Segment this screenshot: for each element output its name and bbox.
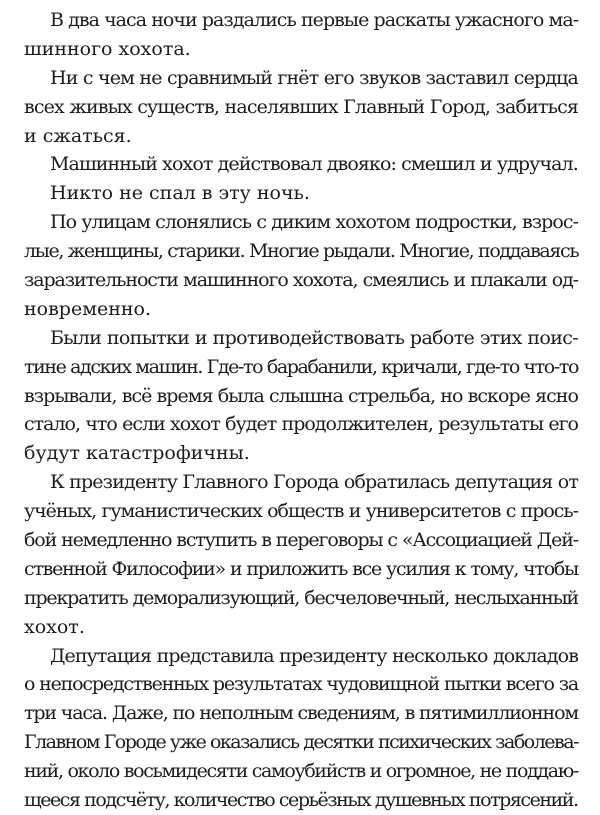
paragraph (24, 642, 578, 815)
text-line: Главном Городе уже оказались десятки психических заболева- (24, 731, 578, 754)
text-line: В два часа ночи раздались первые раскаты ужасного ма- (50, 9, 579, 31)
text-line: три часа. Даже, по неполным сведениям, в пятимиллионном (24, 702, 578, 725)
text-line: бой немедленно вступить в переговоры с «Ассоциацией Дей- (24, 529, 578, 552)
text-line: По улицам слонялись с диким хохотом подростки, взрос- (50, 211, 578, 234)
paragraph (24, 179, 578, 208)
text-line: щееся подсчёту, количество серьёзных душевных потрясений. (24, 789, 578, 812)
text-line: Машинный хохот действовал двояко: смешил и удручал. (50, 153, 578, 176)
text-line: ний, около восьмидесяти самоубийств и огромное, не поддаю- (24, 760, 578, 783)
text-line: ственной Философии» и приложить все усилия к тому, чтобы (24, 557, 578, 580)
paragraph (24, 468, 578, 641)
text-line: Никто не спал в эту ночь. (50, 182, 310, 205)
paragraph (24, 150, 578, 179)
text-line: стало, что если хохот будет продолжителен, результаты его (24, 413, 578, 436)
document-page (24, 6, 578, 815)
text-line: будут катастрофичны. (24, 442, 250, 465)
text-line: новременно. (24, 297, 152, 320)
text-line: К президенту Главного Города обратилась депутация от (50, 471, 578, 494)
text-line: шинного хохота. (24, 37, 191, 60)
paragraph (24, 208, 578, 324)
paragraph (24, 64, 578, 151)
text-line: всех живых существ, населявших Главный Город, забиться (24, 95, 578, 118)
text-line: тине адских машин. Где-то барабанили, кричали, где-то что-то (24, 355, 578, 378)
text-line: Депутация представила президенту несколько докладов (50, 644, 578, 667)
text-line: и сжаться. (24, 124, 132, 147)
text-line: Были попытки и противодействовать работе этих поис- (50, 326, 578, 349)
text-body (24, 6, 578, 815)
text-line: взрывали, всё время была слышна стрельба, но вскоре ясно (24, 384, 578, 407)
text-line: прекратить деморализующий, бесчеловечный, неслыханный (24, 586, 578, 609)
text-line: учёных, гуманистических обществ и университетов с прось- (24, 500, 578, 523)
paragraph (24, 324, 578, 468)
paragraph (24, 6, 578, 64)
text-line: Ни с чем не сравнимый гнёт его звуков заставил сердца (50, 66, 578, 89)
text-line: заразительности машинного хохота, смеялись и плакали од- (24, 269, 578, 292)
text-line: хохот. (24, 615, 85, 638)
text-line: лые, женщины, старики. Многие рыдали. Многие, поддаваясь (24, 240, 579, 263)
text-line: о непосредственных результатах чудовищной пытки всего за (24, 673, 578, 696)
